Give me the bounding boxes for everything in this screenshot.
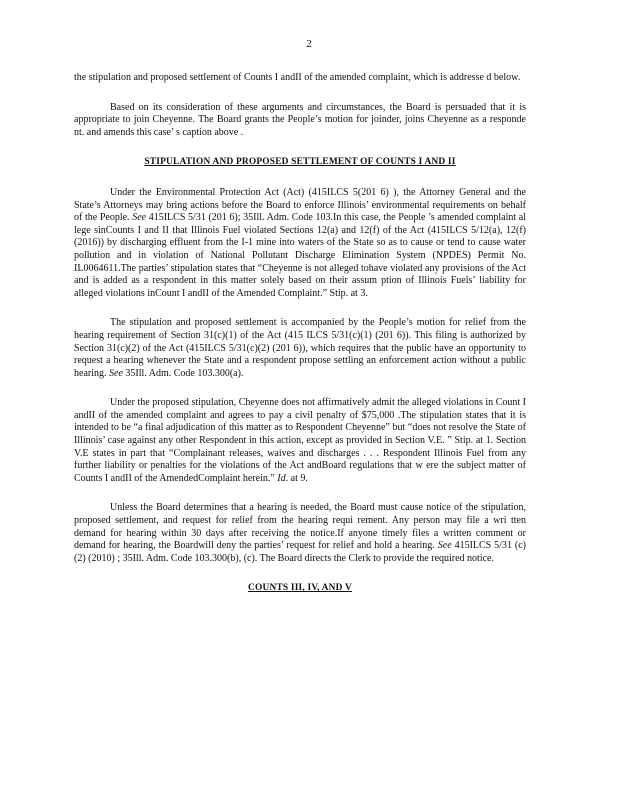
paragraph-text: Under the proposed stipulation, Cheyenne does not affirmatively admit the alleged violations in Count I andII of the amended complaint and agrees to pay a civil penalty of $75,000 .The stipulation states that it is intended to be “a final adjudication of this matter as to Respondent Cheyenne” but “does not resolve the State of Illinois’ case against any other Respondent in this action, except as provided in Section V.E. ” Stip. at 1. Section V.E states in part that “Complainant releases, waives and discharges . . . Respondent Illinois Fuel from any further liability or penalties for the violations of the Act andBoard regulations that w ere the subject matter of Counts I andII of the AmendedComplaint herein.”: [74, 397, 526, 484]
document-body: [74, 72, 526, 613]
paragraph-text: 35Ill. Adm. Code 103.300(a).: [125, 367, 244, 379]
paragraph-notice: [74, 502, 526, 565]
paragraph-environmental-act: [74, 187, 526, 300]
paragraph-text: 415ILCS 5/31 (c)(2) (2010) ; 35Ill. Adm. Code 103.300(b), (c). The Board directs the Clerk to provide the required notice.: [74, 540, 526, 564]
citation-signal-id: Id: [277, 472, 286, 484]
paragraph-text: . at 9.: [285, 472, 308, 484]
page-number: 2: [306, 38, 312, 50]
paragraph-text: Unless the Board determines that a hearing is needed, the Board must cause notice of the stipulation, proposed settlement, and request for relief from the hearing requi rement. Any person may file a wri tten demand for hearing within 30 days after receiving the notice.If anyone timely files a written comment or demand for hearing, the Boardwill deny the parties’ request for relief and hold a hearing.: [74, 502, 526, 552]
section-heading-counts: COUNTS III, IV, AND V: [248, 583, 352, 594]
citation-signal-see: See: [132, 212, 147, 224]
section-heading-stipulation: STIPULATION AND PROPOSED SETTLEMENT OF COUNTS I AND II: [144, 157, 456, 168]
paragraph-text: The stipulation and proposed settlement is accompanied by the People’s motion for relief from the hearing requirement of Section 31(c)(1) of the Act (415 ILCS 5/31(c)(1) (201 6)). This filing is authorized by Section 31(c)(2) of the Act (415ILCS 5/31(c)(2) (201 6)), which requires that the public have an opportunity to request a hearing whenever the State and a respondent propose settling an enforcement action without a public hearing.: [74, 317, 526, 379]
paragraph-text: Under the Environmental Protection Act (Act) (415ILCS 5(201 6) ), the Attorney General and the State’s Attorneys may bring actions before the Board to enforce Illinois’ environmental requirements on behalf of the People.: [74, 186, 526, 224]
paragraph-continued-stipulation: the stipulation and proposed settlement of Counts I andII of the amended complaint, which is addresse d below.: [74, 72, 521, 83]
paragraph-relief-from-hearing: [74, 317, 526, 380]
paragraph-text: 415ILCS 5/31 (201 6); 35Ill. Adm. Code 103.In this case, the People ’s amended complaint al lege sinCounts I and II that Illinois Fuel violated Sections 12(a) and 12(f) of the Act (415ILCS 5/12(a), 12(f) (2016)) by discharging effluent from the I-1 mine into waters of the State so as to cause or tend to cause water pollution and in violation of National Pollutant Discharge Elimination System (NPDES) Permit No. IL0064611.The parties’ stipulation states that “Cheyenne is not alleged tohave violated any provisions of the Act and is added as a respondent in this matter solely based on their assum ption of Illinois Fuels’ liability for alleged violations inCount I andII of the Amended Complaint.” Stip. at 3.: [74, 212, 526, 299]
paragraph-proposed-stipulation: [74, 397, 526, 485]
citation-signal-see: See: [437, 540, 452, 552]
paragraph-joinder: Based on its consideration of these arguments and circumstances, the Board is persuaded that it is appropriate to join Cheyenne. The Board grants the People’s motion for joinder, joins Cheyenne as a responde nt. and amends this case’ s caption above .: [74, 101, 526, 138]
citation-signal-see: See: [109, 367, 123, 379]
